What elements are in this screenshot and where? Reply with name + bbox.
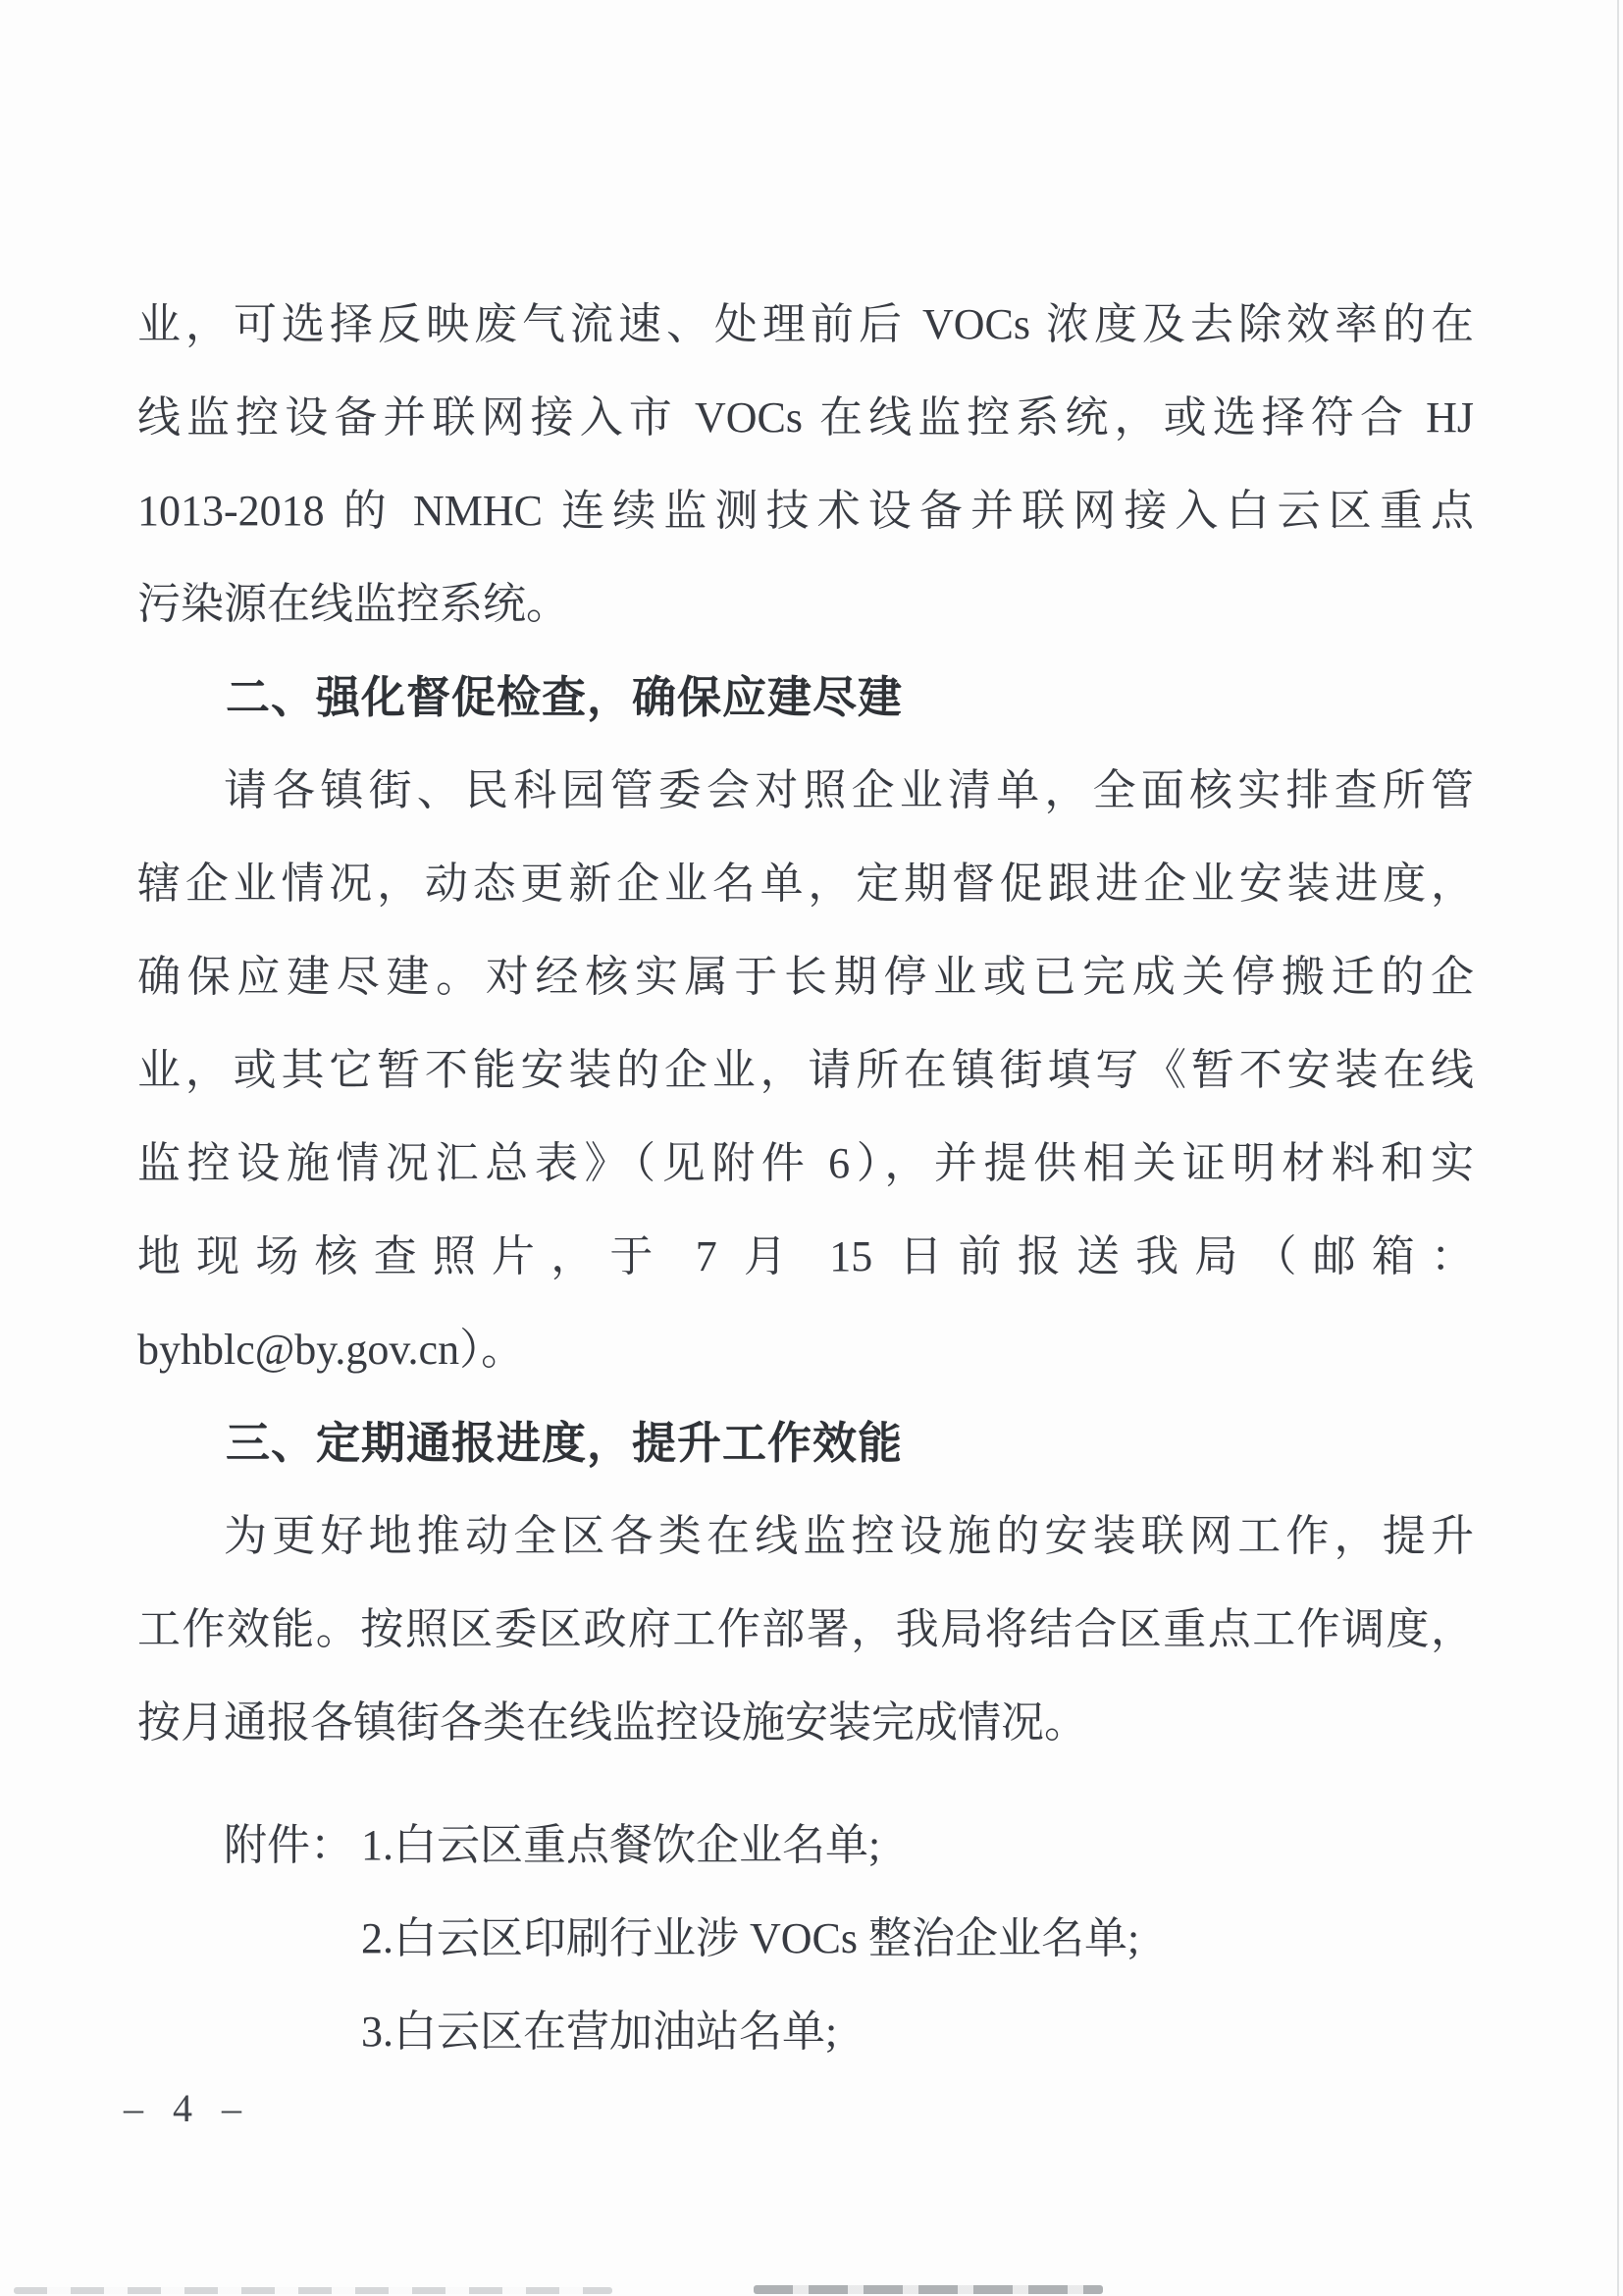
- scan-artifact: [754, 2285, 1103, 2294]
- paragraph-line: 辖企业情况，动态更新企业名单，定期督促跟进企业安装进度，: [137, 860, 1474, 908]
- attachments-row: [137, 1985, 1474, 2078]
- paragraph-line: byhblc@by.gov.cn）。: [137, 1326, 525, 1374]
- attachments-row: [137, 1892, 1474, 1985]
- paragraph-line: 按月通报各镇街各类在线监控设施安装完成情况。: [137, 1698, 1087, 1747]
- paragraph-line: 业，或其它暂不能安装的企业，请所在镇街填写《暂不安装在线: [137, 1046, 1474, 1094]
- paragraph-line: 污染源在线监控系统。: [137, 580, 569, 628]
- paragraph-line: 请各镇街、民科园管委会对照企业清单，全面核实排查所管: [224, 766, 1474, 814]
- paragraph-line: 1013-2018 的 NMHC 连续监测技术设备并联网接入白云区重点: [137, 487, 1474, 535]
- section-heading-3: 三、定期通报进度，提升工作效能: [226, 1417, 904, 1469]
- attachment-item: 2.白云区印刷行业涉 VOCs 整治企业名单;: [361, 1914, 1140, 1962]
- paragraph-line: 业，可选择反映废气流速、处理前后 VOCs 浓度及去除效率的在: [137, 300, 1474, 348]
- attachments-row: [137, 1799, 1474, 1892]
- attachment-item: 3.白云区在营加油站名单;: [361, 2008, 838, 2056]
- attachment-item: 1.白云区重点餐饮企业名单;: [361, 1821, 881, 1869]
- scan-artifact: [14, 2287, 612, 2294]
- document-body: [137, 278, 1474, 2078]
- paragraph-line: 工作效能。按照区委区政府工作部署，我局将结合区重点工作调度，: [137, 1605, 1474, 1653]
- attachments-label: 附件：: [224, 1821, 353, 1869]
- paragraph-line: 地现场核查照片，于 7 月 15 日前报送我局（邮箱：: [137, 1232, 1474, 1280]
- paragraph-line: 线监控设备并联网接入市 VOCs 在线监控系统，或选择符合 HJ: [137, 393, 1474, 442]
- paragraph-line: 为更好地推动全区各类在线监控设施的安装联网工作，提升: [224, 1512, 1474, 1560]
- page-number: – 4 –: [124, 2086, 251, 2130]
- scan-artifact: [1617, 0, 1619, 2296]
- paragraph-line: 监控设施情况汇总表》（见附件 6），并提供相关证明材料和实: [137, 1139, 1474, 1187]
- blank-space: [137, 1769, 1474, 1799]
- paragraph-line: 确保应建尽建。对经核实属于长期停业或已完成关停搬迁的企: [137, 953, 1474, 1001]
- section-heading-2: 二、强化督促检查，确保应建尽建: [226, 671, 904, 723]
